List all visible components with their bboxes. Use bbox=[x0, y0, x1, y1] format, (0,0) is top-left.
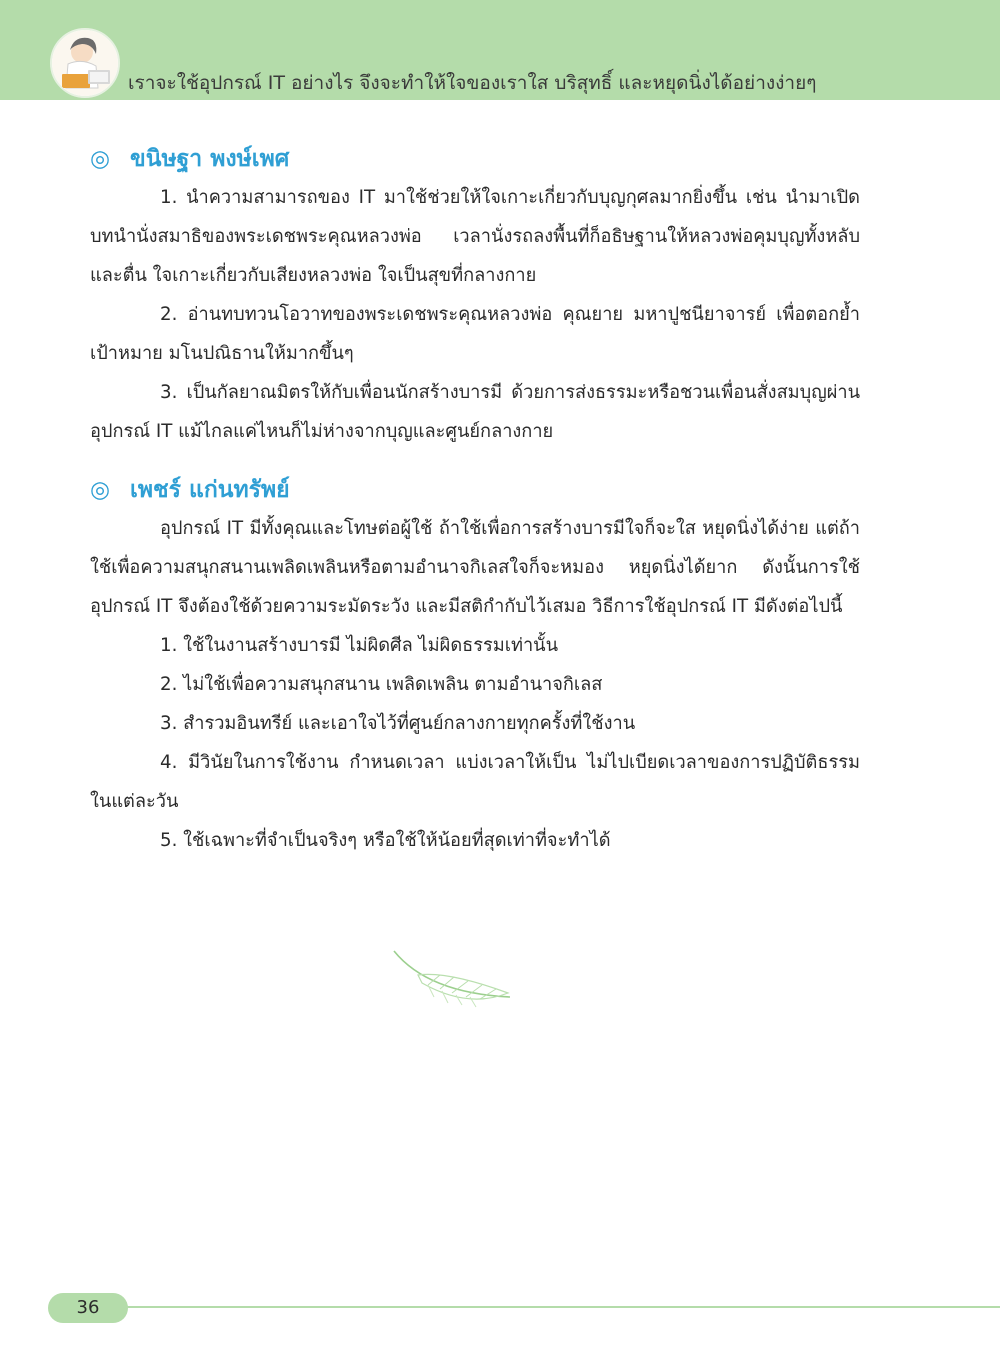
header-title: เราจะใช้อุปกรณ์ IT อย่างไร จึงจะทำให้ใจของเราใส บริสุทธิ์ และหยุดนิ่งได้อย่างง่ายๆ bbox=[128, 72, 817, 94]
section-title: เพชร์ แก่นทรัพย์ bbox=[130, 477, 290, 503]
list-item: 1. นำความสามารถของ IT มาใช้ช่วยให้ใจเกาะเกี่ยวกับบุญกุศลมากยิ่งขึ้น เช่น นำมาเปิดบทนำนั่งสมาธิของพระเดชพระคุณหลวงพ่อ เวลานั่งรถลงพื้นที่ก็อธิษฐานให้หลวงพ่อคุมบุญทั้งหลับและตื่น ใจเกาะเกี่ยวกับเสียงหลวงพ่อ ใจเป็นสุขที่กลางกาย bbox=[90, 187, 860, 286]
list-item: 5. ใช้เฉพาะที่จำเป็นจริงๆ หรือใช้ให้น้อยที่สุดเท่าที่จะทำได้ bbox=[160, 830, 611, 851]
list-item: 3. เป็นกัลยาณมิตรให้กับเพื่อนนักสร้างบารมี ด้วยการส่งธรรมะหรือชวนเพื่อนสั่งสมบุญผ่านอุปกรณ์ IT แม้ไกลแค่ไหนก็ไม่ห่างจากบุญและศูนย์กลางกาย bbox=[90, 382, 860, 442]
page-content bbox=[90, 140, 860, 860]
bullseye-icon: ◎ bbox=[90, 146, 111, 172]
avatar bbox=[50, 28, 120, 98]
section-gap bbox=[90, 451, 860, 471]
list-item: 1. ใช้ในงานสร้างบารมี ไม่ผิดศีล ไม่ผิดธรรมเท่านั้น bbox=[160, 635, 559, 656]
bullseye-icon: ◎ bbox=[90, 477, 111, 503]
section-title: ขนิษฐา พงษ์เพศ bbox=[130, 146, 290, 172]
list-item: 2. ไม่ใช้เพื่อความสนุกสนาน เพลิดเพลิน ตามอำนาจกิเลส bbox=[160, 674, 603, 695]
section-intro: อุปกรณ์ IT มีทั้งคุณและโทษต่อผู้ใช้ ถ้าใช้เพื่อการสร้างบารมีใจก็จะใส หยุดนิ่งได้ง่าย แต่ถ้าใช้เพื่อความสนุกสนานเพลิดเพลินหรือตามอำนาจกิเลสใจก็จะหมอง หยุดนิ่งได้ยาก ดังนั้นการใช้อุปกรณ์ IT จึงต้องใช้ด้วยความระมัดระวัง และมีสติกำกับไว้เสมอ วิธีการใช้อุปกรณ์ IT มีดังต่อไปนี้ bbox=[90, 518, 860, 617]
section-heading bbox=[90, 471, 860, 509]
page-number: 36 bbox=[48, 1293, 128, 1323]
section-heading bbox=[90, 140, 860, 178]
feather-icon bbox=[388, 945, 518, 1015]
list-item: 2. อ่านทบทวนโอวาทของพระเดชพระคุณหลวงพ่อ คุณยาย มหาปูชนียาจารย์ เพื่อตอกย้ำเป้าหมาย มโนปณิธานให้มากขึ้นๆ bbox=[90, 304, 860, 364]
girl-with-laptop-icon bbox=[52, 30, 118, 96]
list-item: 4. มีวินัยในการใช้งาน กำหนดเวลา แบ่งเวลาให้เป็น ไม่ไปเบียดเวลาของการปฏิบัติธรรมในแต่ละวัน bbox=[90, 752, 860, 812]
list-item: 3. สำรวมอินทรีย์ และเอาใจไว้ที่ศูนย์กลางกายทุกครั้งที่ใช้งาน bbox=[160, 713, 636, 734]
footer-rule bbox=[120, 1306, 1000, 1308]
